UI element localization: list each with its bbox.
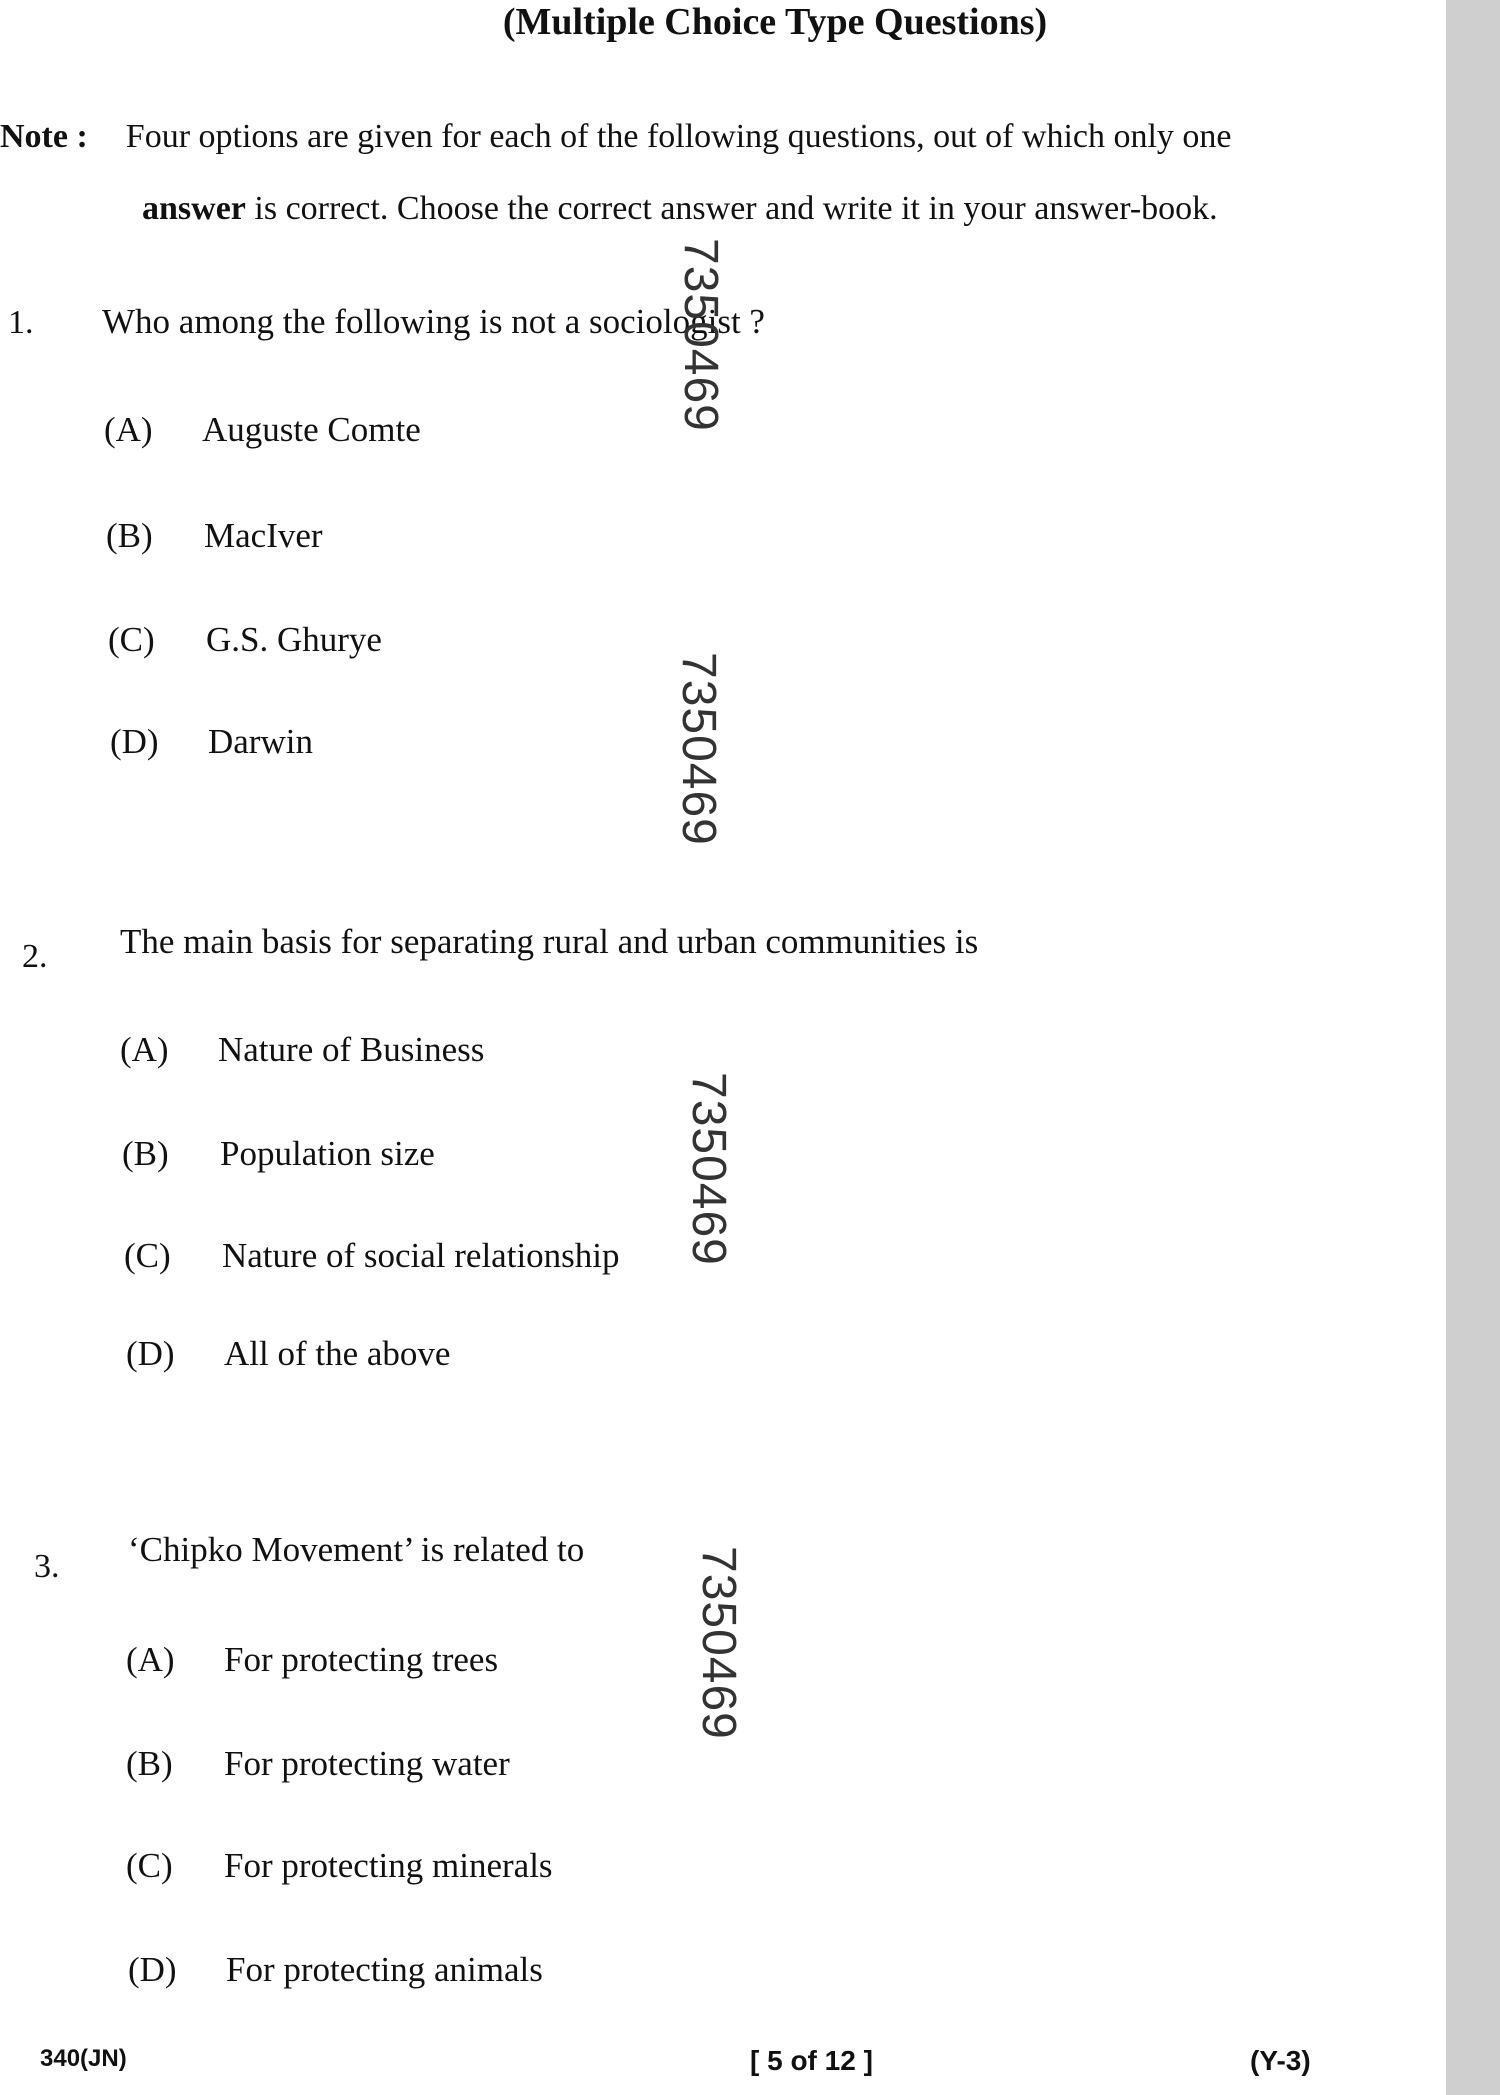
note-label: Note : — [0, 118, 88, 155]
option-letter: (B) — [122, 1134, 169, 1173]
question-1-text: Who among the following is not a sociologist ? — [102, 302, 765, 341]
question-3-option-d — [128, 1950, 543, 1990]
question-3-option-a — [126, 1640, 498, 1680]
option-text: Auguste Comte — [202, 410, 421, 449]
option-text: For protecting water — [224, 1744, 510, 1783]
serial-stamp: 7350469 — [682, 1072, 735, 1266]
option-text: All of the above — [224, 1334, 451, 1373]
question-3-option-c — [126, 1846, 553, 1886]
option-letter: (A) — [104, 410, 153, 449]
option-text: MacIver — [204, 516, 323, 555]
option-letter: (A) — [120, 1030, 169, 1069]
note-text-2: is correct. Choose the correct answer and write it in your answer-book. — [245, 190, 1218, 227]
option-text: Nature of social relationship — [222, 1236, 620, 1275]
note-line-1 — [0, 118, 1232, 156]
question-1-option-a — [104, 410, 421, 450]
serial-stamp: 7350469 — [674, 238, 727, 432]
option-letter: (B) — [106, 516, 153, 555]
option-letter: (B) — [126, 1744, 173, 1783]
set-code: (Y-3) — [1250, 2045, 1311, 2076]
note-line-2 — [142, 190, 1218, 228]
question-2-number: 2. — [22, 938, 48, 975]
question-1-option-d — [110, 722, 313, 762]
option-letter: (D) — [128, 1950, 177, 1989]
question-3-text: ‘Chipko Movement’ is related to — [128, 1530, 585, 1569]
option-text: G.S. Ghurye — [206, 620, 382, 659]
question-2-option-c — [124, 1236, 620, 1276]
page-number: [ 5 of 12 ] — [750, 2045, 873, 2076]
option-text: For protecting animals — [226, 1950, 543, 1989]
option-letter: (D) — [110, 722, 159, 761]
option-letter: (D) — [126, 1334, 175, 1373]
question-2-option-a — [120, 1030, 484, 1070]
option-text: Population size — [220, 1134, 435, 1173]
question-2-option-d — [126, 1334, 450, 1374]
scan-edge-strip — [1446, 0, 1500, 2095]
note-text-1: Four options are given for each of the following questions, out of which only one — [125, 118, 1232, 155]
note-bold-word: answer — [142, 190, 246, 227]
option-text: Darwin — [208, 722, 313, 761]
option-letter: (A) — [126, 1640, 175, 1679]
serial-stamp: 7350469 — [672, 652, 725, 846]
question-3-option-b — [126, 1744, 510, 1784]
question-3-number: 3. — [34, 1548, 60, 1585]
option-letter: (C) — [108, 620, 155, 659]
option-text: Nature of Business — [218, 1030, 485, 1069]
option-text: For protecting trees — [224, 1640, 499, 1679]
question-1-number: 1. — [8, 304, 34, 341]
serial-stamp: 7350469 — [692, 1546, 745, 1740]
question-2-option-b — [122, 1134, 435, 1174]
paper-code: 340(JN) — [40, 2045, 127, 2072]
question-2-text: The main basis for separating rural and urban communities is — [120, 922, 979, 961]
option-text: For protecting minerals — [224, 1846, 553, 1885]
question-1-option-b — [106, 516, 323, 556]
question-1-option-c — [108, 620, 382, 660]
option-letter: (C) — [126, 1846, 173, 1885]
option-letter: (C) — [124, 1236, 171, 1275]
section-title: (Multiple Choice Type Questions) — [502, 1, 1048, 43]
